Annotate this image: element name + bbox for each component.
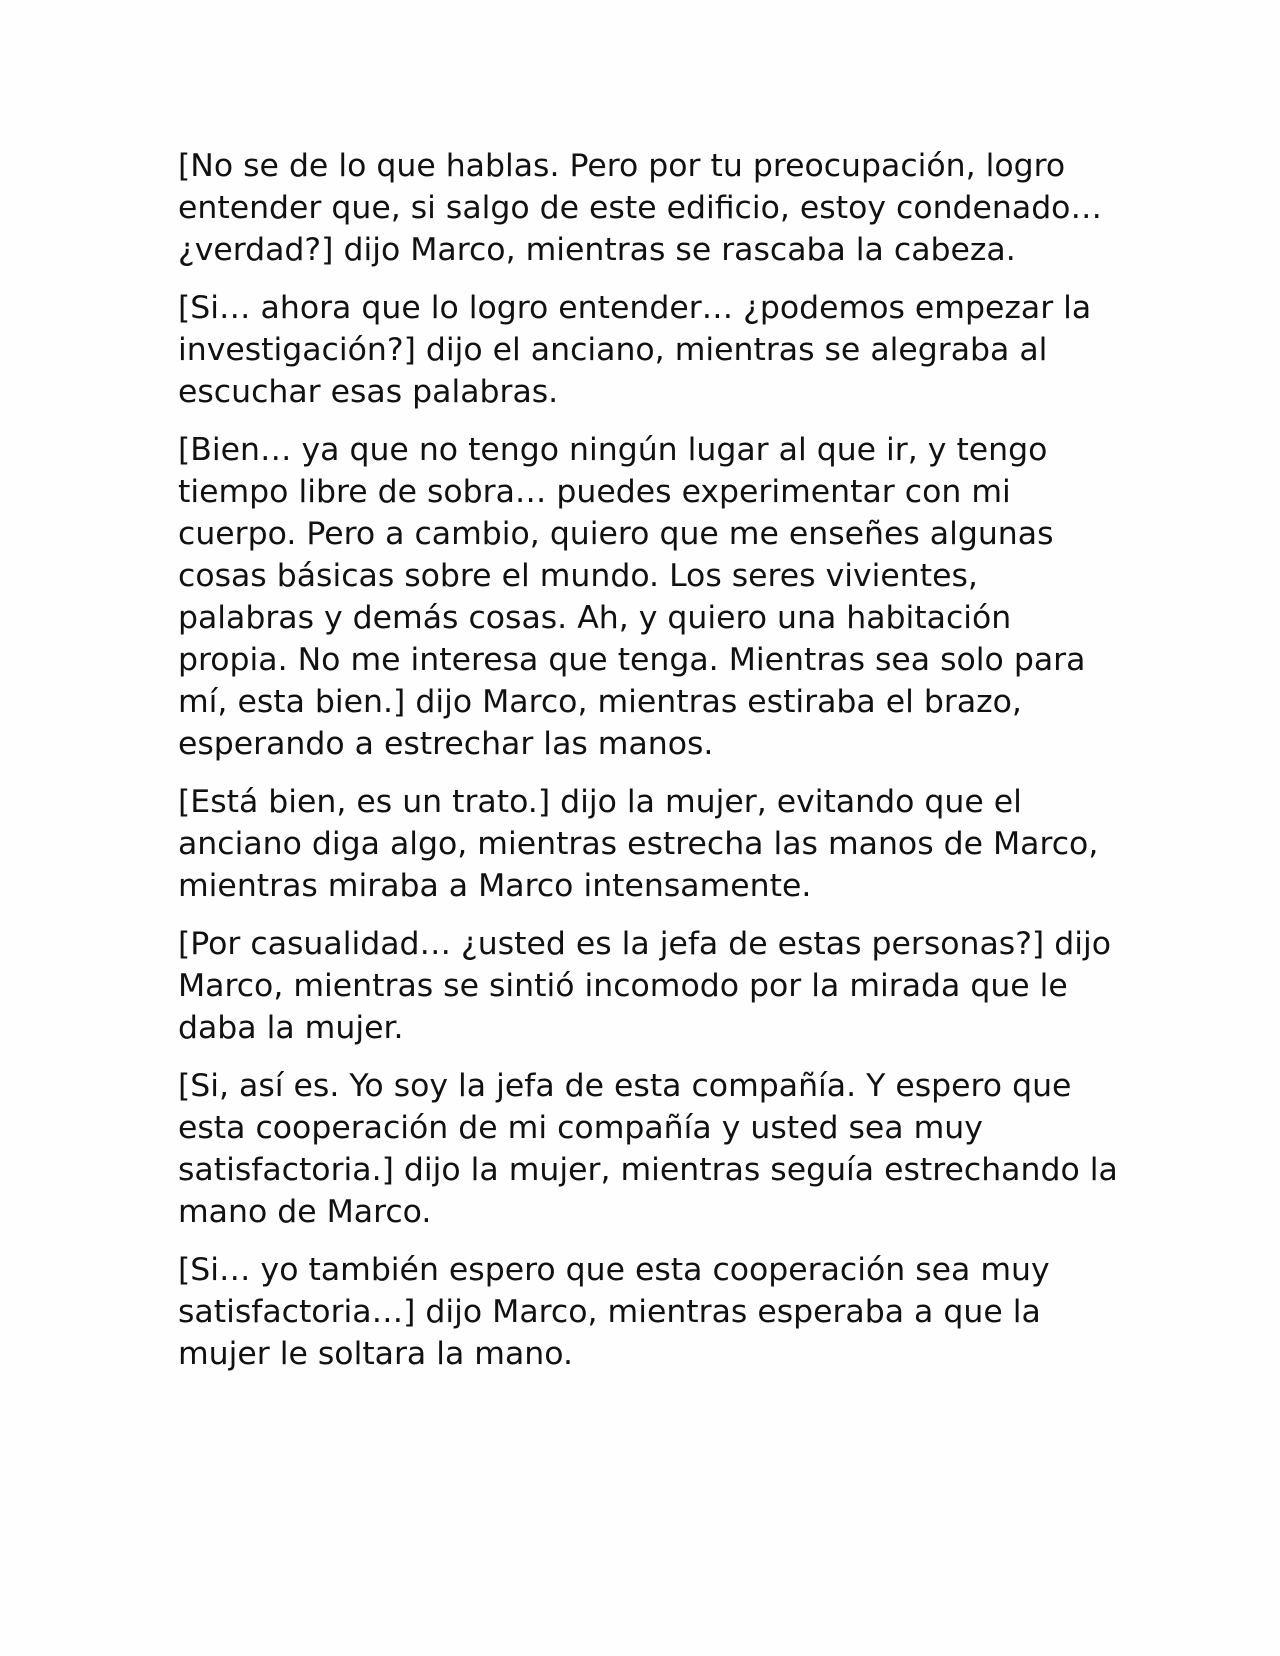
paragraph: [Si… ahora que lo logro entender… ¿podemos empezar la investigación?] dijo el anciano, mientras se alegraba al escuchar esas palabras. [178, 290, 1092, 410]
paragraph: [Bien… ya que no tengo ningún lugar al que ir, y tengo tiempo libre de sobra… puedes experimentar con mi cuerpo. Pero a cambio, quiero que me enseñes algunas cosas básicas sobre el mundo. Los seres vivientes, palabras y demás cosas. Ah, y quiero una habitación propia. No me interesa que tenga. Mientras sea solo para mí, esta bien.] dijo Marco, mientras estiraba el brazo, esperando a estrechar las manos. [178, 432, 1086, 762]
paragraph: [Si… yo también espero que esta cooperación sea muy satisfactoria…] dijo Marco, mientras esperaba a que la mujer le soltara la mano. [178, 1252, 1050, 1372]
paragraph: [Por casualidad… ¿usted es la jefa de estas personas?] dijo Marco, mientras se sintió incomodo por la mirada que le daba la mujer. [178, 926, 1111, 1046]
paragraph: [Si, así es. Yo soy la jefa de esta compañía. Y espero que esta cooperación de mi compañía y usted sea muy satisfactoria.] dijo la mujer, mientras seguía estrechando la mano de Marco. [178, 1068, 1118, 1230]
document-body [178, 145, 1118, 1391]
paragraph: [No se de lo que hablas. Pero por tu preocupación, logro entender que, si salgo de este edificio, estoy condenado… ¿verdad?] dijo Marco, mientras se rascaba la cabeza. [178, 148, 1102, 268]
paragraph: [Está bien, es un trato.] dijo la mujer, evitando que el anciano diga algo, mientras estrecha las manos de Marco, mientras miraba a Marco intensamente. [178, 784, 1099, 904]
